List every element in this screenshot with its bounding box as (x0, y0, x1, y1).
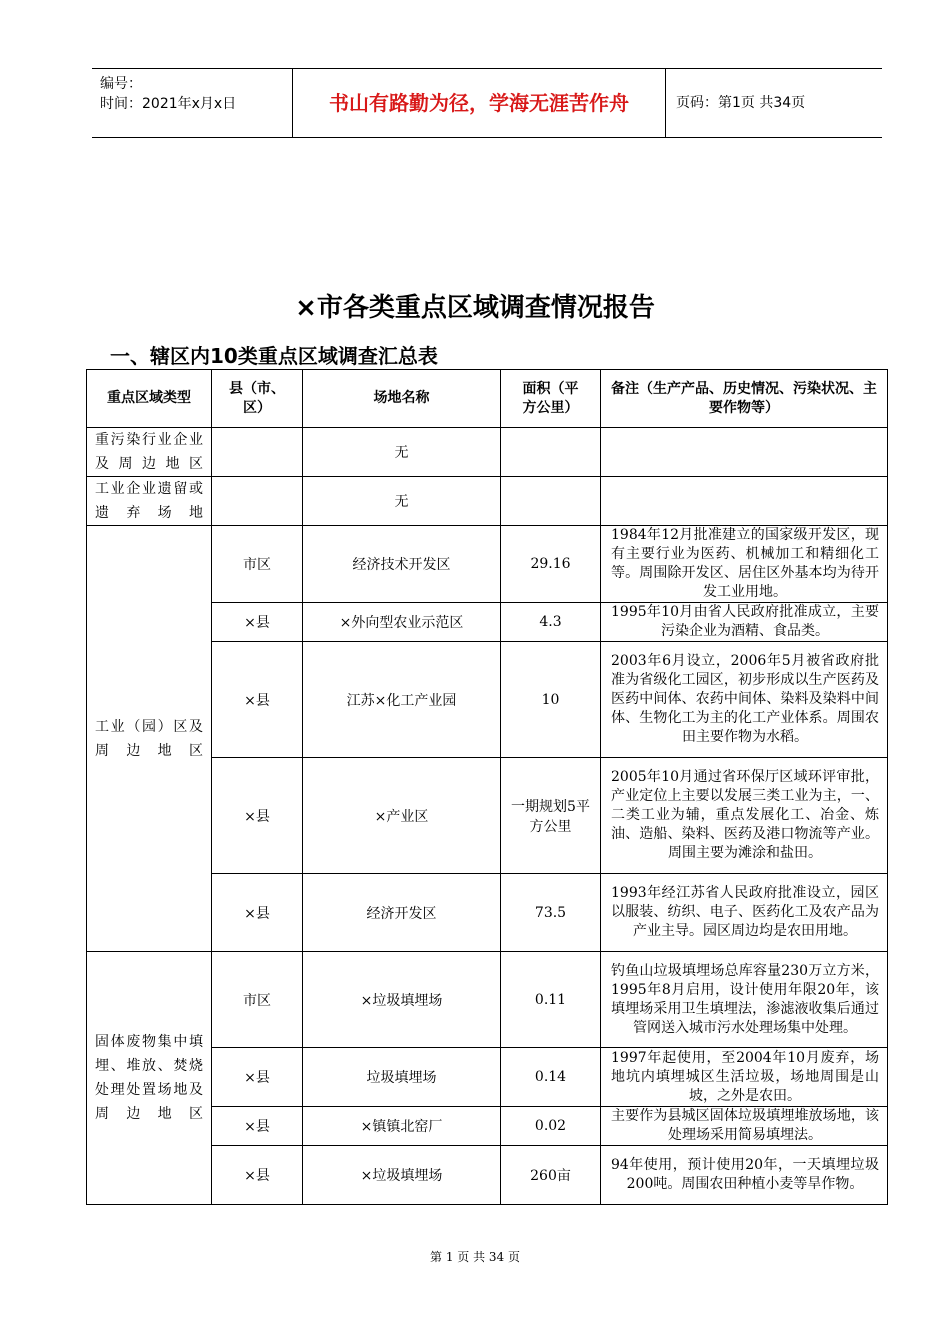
county-cell: ×县 (212, 1146, 303, 1205)
area-cell: 29.16 (501, 526, 601, 603)
table-row (87, 428, 888, 477)
header-page-label: 页码：第1页 共34页 (676, 95, 806, 111)
area-cell: 0.14 (501, 1048, 601, 1107)
note-cell: 94年使用，预计使用20年，一天填埋垃圾200吨。周围农田种植小麦等旱作物。 (601, 1146, 888, 1205)
note-cell: 1995年10月由省人民政府批准成立，主要污染企业为酒精、食品类。 (601, 603, 888, 642)
section-title: 一、辖区内10类重点区域调查汇总表 (110, 344, 438, 368)
note-cell: 2005年10月通过省环保厅区域环评审批，产业定位上主要以发展三类工业为主，一、二类工业为辅，重点发展化工、冶金、炼油、造船、染料、医药及港口物流等产业。周围主要为滩涂和盐田。 (601, 758, 888, 874)
area-cell: 一期规划5平方公里 (501, 758, 601, 874)
number-label: 编号： (100, 76, 142, 92)
area-cell: 0.11 (501, 952, 601, 1048)
area-cell: 260亩 (501, 1146, 601, 1205)
site-cell: ×垃圾填埋场 (303, 1146, 501, 1205)
site-cell: 无 (303, 477, 501, 526)
county-cell: ×县 (212, 1107, 303, 1146)
note-cell (601, 428, 888, 477)
site-cell: ×外向型农业示范区 (303, 603, 501, 642)
county-cell: ×县 (212, 1048, 303, 1107)
note-cell: 1993年经江苏省人民政府批准设立，园区以服装、纺织、电子、医药化工及农产品为产业主导。园区周边均是农田用地。 (601, 874, 888, 952)
table-header-row (87, 370, 888, 428)
site-cell: ×镇镇北窑厂 (303, 1107, 501, 1146)
region-type-cell: 重污染行业企业及周边地区 (87, 428, 212, 477)
area-cell: 10 (501, 642, 601, 758)
county-cell: ×县 (212, 603, 303, 642)
region-type-cell: 工业企业遗留或遗弃场地 (87, 477, 212, 526)
header-site-name: 场地名称 (303, 370, 501, 428)
site-cell: 经济开发区 (303, 874, 501, 952)
county-cell: 市区 (212, 526, 303, 603)
table-row (87, 526, 888, 603)
document-title: ×市各类重点区域调查情况报告 (295, 293, 655, 323)
site-cell: 无 (303, 428, 501, 477)
county-cell (212, 477, 303, 526)
county-cell (212, 428, 303, 477)
header-area: 面积（平方公里） (501, 370, 601, 428)
site-cell: 经济技术开发区 (303, 526, 501, 603)
region-type-cell: 工业（园）区及周边地区 (87, 526, 212, 952)
county-cell: 市区 (212, 952, 303, 1048)
note-cell: 钓鱼山垃圾填埋场总库容量230万立方米，1995年8月启用，设计使用年限20年，该填埋场采用卫生填埋法，渗滤液收集后通过管网送入城市污水处理场集中处理。 (601, 952, 888, 1048)
county-cell: ×县 (212, 874, 303, 952)
header-meta (92, 69, 293, 137)
area-cell: 0.02 (501, 1107, 601, 1146)
county-cell: ×县 (212, 642, 303, 758)
area-cell (501, 428, 601, 477)
note-cell: 2003年6月设立，2006年5月被省政府批准为省级化工园区，初步形成以生产医药及医药中间体、农药中间体、染料及染料中间体、生物化工为主的化工产业体系。周围农田主要作物为水稻。 (601, 642, 888, 758)
header-region-type: 重点区域类型 (87, 370, 212, 428)
note-cell (601, 477, 888, 526)
page-footer: 第 1 页 共 34 页 (430, 1250, 520, 1264)
table-row (87, 952, 888, 1048)
summary-table (86, 369, 888, 1205)
county-cell: ×县 (212, 758, 303, 874)
note-cell: 主要作为县城区固体垃圾填埋堆放场地，该处理场采用简易填埋法。 (601, 1107, 888, 1146)
site-cell: ×垃圾填埋场 (303, 952, 501, 1048)
region-type-cell: 固体废物集中填埋、堆放、焚烧处理处置场地及周边地区 (87, 952, 212, 1205)
page-header (92, 68, 882, 138)
table-row (87, 477, 888, 526)
site-cell: 江苏×化工产业园 (303, 642, 501, 758)
time-label: 时间：2021年x月x日 (100, 96, 237, 112)
site-cell: ×产业区 (303, 758, 501, 874)
note-cell: 1997年起使用，至2004年10月废弃，场地坑内填埋城区生活垃圾，场地周围是山坡，之外是农田。 (601, 1048, 888, 1107)
area-cell: 4.3 (501, 603, 601, 642)
site-cell: 垃圾填埋场 (303, 1048, 501, 1107)
header-county: 县（市、区） (212, 370, 303, 428)
area-cell (501, 477, 601, 526)
header-motto: 书山有路勤为径，学海无涯苦作舟 (293, 69, 666, 137)
area-cell: 73.5 (501, 874, 601, 952)
note-cell: 1984年12月批准建立的国家级开发区，现有主要行业为医药、机械加工和精细化工等。周围除开发区、居住区外基本均为待开发工业用地。 (601, 526, 888, 603)
header-notes: 备注（生产产品、历史情况、污染状况、主要作物等） (601, 370, 888, 428)
